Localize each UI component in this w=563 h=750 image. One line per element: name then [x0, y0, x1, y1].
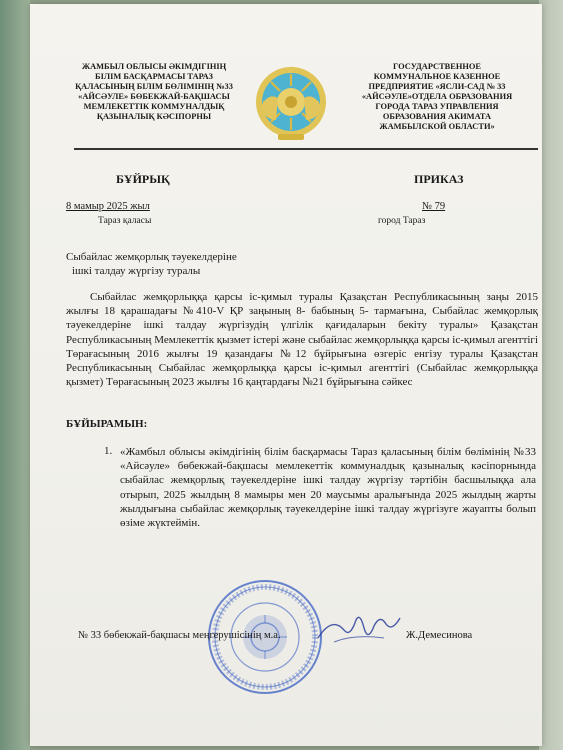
doc-title-kazakh: БҰЙРЫҚ	[116, 172, 170, 186]
signatory-name: Ж.Демесинова	[406, 630, 473, 641]
background-right	[539, 0, 563, 750]
doc-number: № 79	[422, 201, 446, 212]
doc-body-paragraph: Сыбайлас жемқорлыққа қарсы іс-қимыл туралы Қазақстан Республикасының заңы 2015 жылғы 18 қарашадағы №410-V ҚР заңының 8- бабының 5- тармағына, Сыбайлас жемқорлық тәуекелдеріне ішкі талдау жүргізудің үлгілік қағидаларын бекіту туралы» Қазақстан Республикасының Мемлекеттік қызмет істері және сыбайлас жемқорлыққа қарсы іс-қимыл агенттігі Төрағасының 2016 жылғы 19 қазандағы №12 бұйрығына өзгеріс енгізу туралы Қазақстан Республикасының Сыбайлас жемқорлыққа қарсы іс-қимыл агенттігі (Сыбайлас жемқорлыққа қызмет) Төрағасының 2023 жылғы 16 қаңтардағы №21 бұйрығына сәйкес	[66, 291, 538, 389]
doc-subject	[66, 250, 306, 278]
doc-item-number: 1.	[104, 445, 113, 457]
header-left-kazakh	[54, 62, 254, 122]
header-left-line: ҚАЗЫНАЛЫҚ КӘСІПОРНЫ	[96, 112, 212, 121]
header-left-line: МЕМЛЕКЕТТІК КОММУНАЛДЫҚ	[83, 102, 225, 111]
header-right-line: КОММУНАЛЬНОЕ КАЗЕННОЕ	[373, 72, 501, 81]
doc-place-kazakh: Тараз қаласы	[98, 216, 152, 226]
header-left-line: ЖАМБЫЛ ОБЛЫСЫ ӘКІМДІГІНІҢ	[81, 62, 227, 71]
signatory-title: № 33 бөбекжай-бақшасы меңгерушісінің м.а.	[78, 630, 281, 641]
doc-place-russian: город Тараз	[378, 216, 426, 226]
header-divider	[74, 148, 538, 150]
header-right-line: ГОРОДА ТАРАЗ УПРАВЛЕНИЯ	[375, 102, 499, 111]
header-left-line: БІЛІМ БАСҚАРМАСЫ ТАРАЗ	[95, 72, 213, 81]
header-right-line: ЖАМБЫЛСКОЙ ОБЛАСТИ»	[379, 122, 495, 131]
header-right-line: ОБРАЗОВАНИЯ АКИМАТА	[382, 112, 492, 121]
background-left	[0, 0, 30, 750]
document-page	[30, 4, 542, 746]
header-right-line: ГОСУДАРСТВЕННОЕ	[393, 62, 481, 71]
state-emblem-icon	[254, 62, 328, 144]
handwritten-signature-icon	[314, 608, 404, 652]
header-right-line: «АЙСӘУЛЕ»ОТДЕЛА ОБРАЗОВАНИЯ	[361, 92, 513, 101]
header-right-russian	[352, 62, 522, 132]
doc-subject-line: ішкі талдау жүргізу туралы	[72, 265, 201, 277]
doc-item-text: «Жамбыл облысы әкімдігінің білім басқармасы Тараз қаласының білім бөлімінің №33 «Айсәуле» бөбекжай-бақшасы мемлекеттік коммуналдық қазыналық кәсіпорнында сыбайлас жемқорлық тәуекелдеріне ішкі талдау жүргізу тәртібін басшылыққа ала отырып, 2025 жылдың 8 мамыры мен 20 маусымы аралығында 2025 жылдың жарты жылдығына сыбайлас жемқорлық тәуекелдеріне ішкі талдау жүргізуге жауапты болып өзіме жүктеймін.	[120, 446, 536, 530]
header-left-line: «АЙСӘУЛЕ» БӨБЕКЖАЙ-БАҚШАСЫ	[78, 92, 230, 101]
doc-date: 8 мамыр 2025 жыл	[66, 201, 150, 212]
doc-title-russian: ПРИКАЗ	[414, 172, 464, 186]
doc-subject-line: Сыбайлас жемқорлық тәуекелдеріне	[66, 251, 237, 263]
doc-order-word: БҰЙЫРАМЫН:	[66, 418, 148, 430]
header-left-line: ҚАЛАСЫНЫҢ БІЛІМ БӨЛІМІНІҢ №33	[75, 82, 233, 91]
header-right-line: ПРЕДПРИЯТИЕ «ЯСЛИ-САД № 33	[368, 82, 506, 91]
